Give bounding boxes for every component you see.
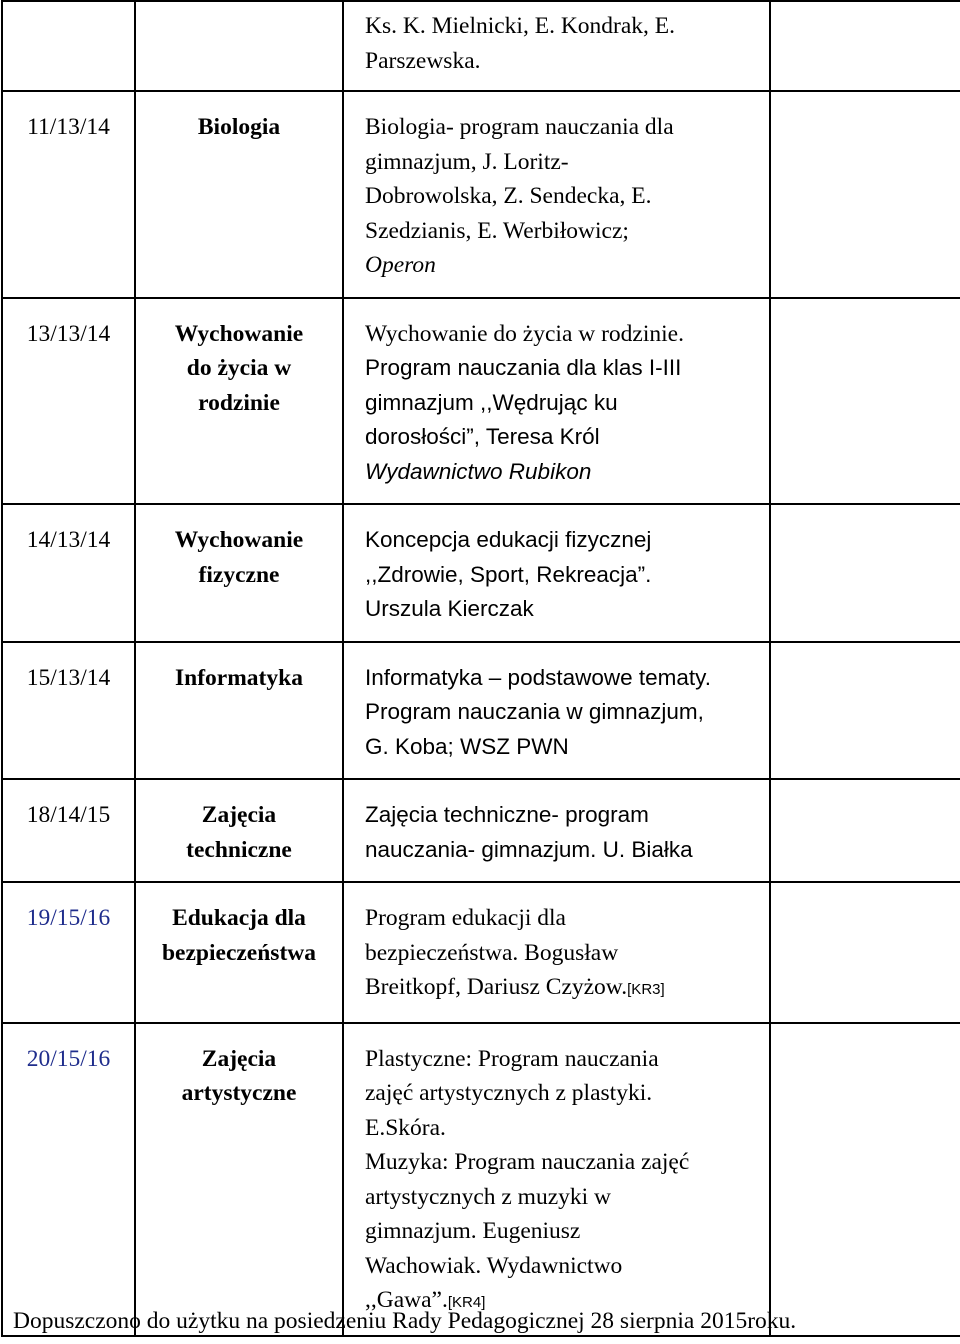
program-description-cell (343, 642, 770, 780)
approval-footer: Dopuszczono do użytku na posiedzeniu Rady Pedagogicznej 28 sierpnia 2015roku. (13, 1308, 797, 1334)
subject-cell (135, 642, 343, 780)
program-number-cell (2, 298, 135, 505)
program-text: ,,Gawa”. (365, 1287, 448, 1313)
subject-name-line: Edukacja dla (172, 905, 306, 931)
program-text: Dobrowolska, Z. Sendecka, E. (365, 183, 652, 209)
empty-cell (770, 504, 960, 642)
program-description-line (365, 798, 769, 833)
program-description-cell (343, 298, 770, 505)
subject-name-line: bezpieczeństwa (161, 939, 316, 966)
program-text: artystycznych z muzyki w (365, 1183, 612, 1210)
subject-cell (135, 882, 343, 1023)
subject-name-line: Wychowanie (174, 527, 304, 553)
program-description-cell (343, 779, 770, 882)
empty-cell (770, 642, 960, 780)
program-description-line (365, 455, 769, 490)
table-row (2, 882, 960, 1023)
comment-marker[interactable]: [KR3] (627, 981, 665, 998)
program-number: 14/13/14 (26, 527, 111, 553)
program-description-cell (343, 1, 770, 91)
program-description-line (365, 970, 769, 1008)
program-description-line (365, 110, 769, 145)
program-number: 18/14/15 (26, 802, 111, 828)
program-number: 19/15/16 (26, 905, 111, 931)
program-description-line (365, 558, 769, 593)
empty-cell (770, 91, 960, 298)
empty-cell (770, 779, 960, 882)
program-text: Plastyczne: Program nauczania (365, 1045, 659, 1072)
program-text: G. Koba; WSZ PWN (365, 733, 569, 759)
subject-name-line: fizyczne (198, 561, 280, 588)
program-text: Wychowanie do życia w rodzinie. (365, 320, 684, 347)
program-text: Urszula Kierczak (365, 596, 534, 621)
subject-name-line: Zajęcia (201, 802, 277, 828)
program-text: Breitkopf, Dariusz Czyżow. (365, 974, 628, 1000)
program-number-cell (2, 91, 135, 298)
program-description-line (365, 351, 769, 386)
empty-cell (770, 1023, 960, 1336)
program-text: gimnazjum ,,Wędrując ku (365, 389, 618, 415)
program-number-cell (2, 1023, 135, 1336)
program-text: Szedzianis, E. Werbiłowicz; (365, 217, 629, 244)
program-text: Zajęcia techniczne- program (365, 802, 649, 827)
program-number-cell (2, 1, 135, 91)
subject-name-line: techniczne (186, 836, 292, 863)
subject-cell (135, 779, 343, 882)
program-text: nauczania- gimnazjum. U. Białka (365, 836, 693, 862)
subject-name-line: do życia w (186, 355, 292, 381)
program-number: 20/15/16 (26, 1045, 111, 1072)
program-description-line (365, 730, 769, 765)
program-text: Ks. K. Mielnicki, E. Kondrak, E. (365, 13, 676, 39)
program-description-line (365, 214, 769, 249)
program-text: E.Skóra. (365, 1114, 446, 1141)
program-description-line (365, 317, 769, 352)
program-text: Wachowiak. Wydawnictwo (365, 1252, 623, 1279)
program-number-cell (2, 504, 135, 642)
program-description-line (365, 179, 769, 214)
program-text: dorosłości”, Teresa Król (365, 424, 600, 449)
program-description-line (365, 1145, 769, 1180)
program-text: ,,Zdrowie, Sport, Rekreacja”. (365, 561, 652, 587)
program-text: bezpieczeństwa. Bogusław (365, 939, 619, 966)
table-row (2, 298, 960, 505)
program-description-line (365, 248, 769, 283)
program-text: Program edukacji dla (365, 905, 566, 931)
program-description-line (365, 1214, 769, 1249)
program-description-cell (343, 1023, 770, 1336)
subject-cell (135, 91, 343, 298)
subject-cell (135, 504, 343, 642)
subject-name-line: rodzinie (198, 389, 280, 416)
program-description-line (365, 1180, 769, 1215)
program-text: zajęć artystycznych z plastyki. (365, 1080, 653, 1106)
program-description-line (365, 523, 769, 558)
program-description-line (365, 145, 769, 180)
subject-cell (135, 298, 343, 505)
program-description-line (365, 9, 769, 44)
program-description-line (365, 695, 769, 730)
table-row (2, 1, 960, 91)
program-description-line (365, 833, 769, 868)
program-description-line (365, 386, 769, 421)
program-text: Koncepcja edukacji fizycznej (365, 527, 652, 552)
program-description-line (365, 901, 769, 936)
program-description-cell (343, 91, 770, 298)
program-number-cell (2, 642, 135, 780)
program-text: Program nauczania w gimnazjum, (365, 699, 704, 724)
program-number-cell (2, 779, 135, 882)
subject-name-line: Informatyka (175, 664, 303, 691)
program-description-cell (343, 504, 770, 642)
program-number: 13/13/14 (26, 320, 111, 347)
program-description-line (365, 661, 769, 696)
table-row (2, 779, 960, 882)
program-description-line (365, 1076, 769, 1111)
program-description-line (365, 1111, 769, 1146)
program-description-line (365, 592, 769, 627)
program-text: Biologia- program nauczania dla (365, 114, 674, 140)
table-row (2, 504, 960, 642)
subject-name-line: artystyczne (181, 1080, 297, 1106)
table-row (2, 1023, 960, 1336)
subject-cell (135, 1023, 343, 1336)
program-text: gimnazjum, J. Loritz- (365, 148, 569, 175)
empty-cell (770, 298, 960, 505)
empty-cell (770, 1, 960, 91)
subject-name-line: Wychowanie (174, 320, 304, 347)
program-description-line (365, 1249, 769, 1284)
table-row (2, 642, 960, 780)
curriculum-table (1, 0, 960, 1337)
program-description-line (365, 936, 769, 971)
program-text: Wydawnictwo Rubikon (365, 458, 592, 484)
program-number: 11/13/14 (27, 114, 110, 140)
program-description-line (365, 1042, 769, 1077)
program-text: Muzyka: Program nauczania zajęć (365, 1149, 690, 1175)
program-text: Operon (365, 252, 436, 278)
empty-cell (770, 882, 960, 1023)
program-description-line (365, 420, 769, 455)
subject-name-line: Zajęcia (201, 1045, 277, 1072)
program-text: Program nauczania dla klas I-III (365, 355, 682, 380)
subject-name-line: Biologia (197, 114, 281, 140)
program-description-cell (343, 882, 770, 1023)
program-text: Parszewska. (365, 47, 481, 74)
comment-marker[interactable]: [KR4] (447, 1294, 486, 1311)
table-row (2, 91, 960, 298)
program-number: 15/13/14 (26, 664, 111, 691)
subject-cell (135, 1, 343, 91)
program-number-cell (2, 882, 135, 1023)
program-text: Informatyka – podstawowe tematy. (365, 664, 711, 690)
program-description-line (365, 44, 769, 79)
program-text: gimnazjum. Eugeniusz (365, 1218, 581, 1244)
